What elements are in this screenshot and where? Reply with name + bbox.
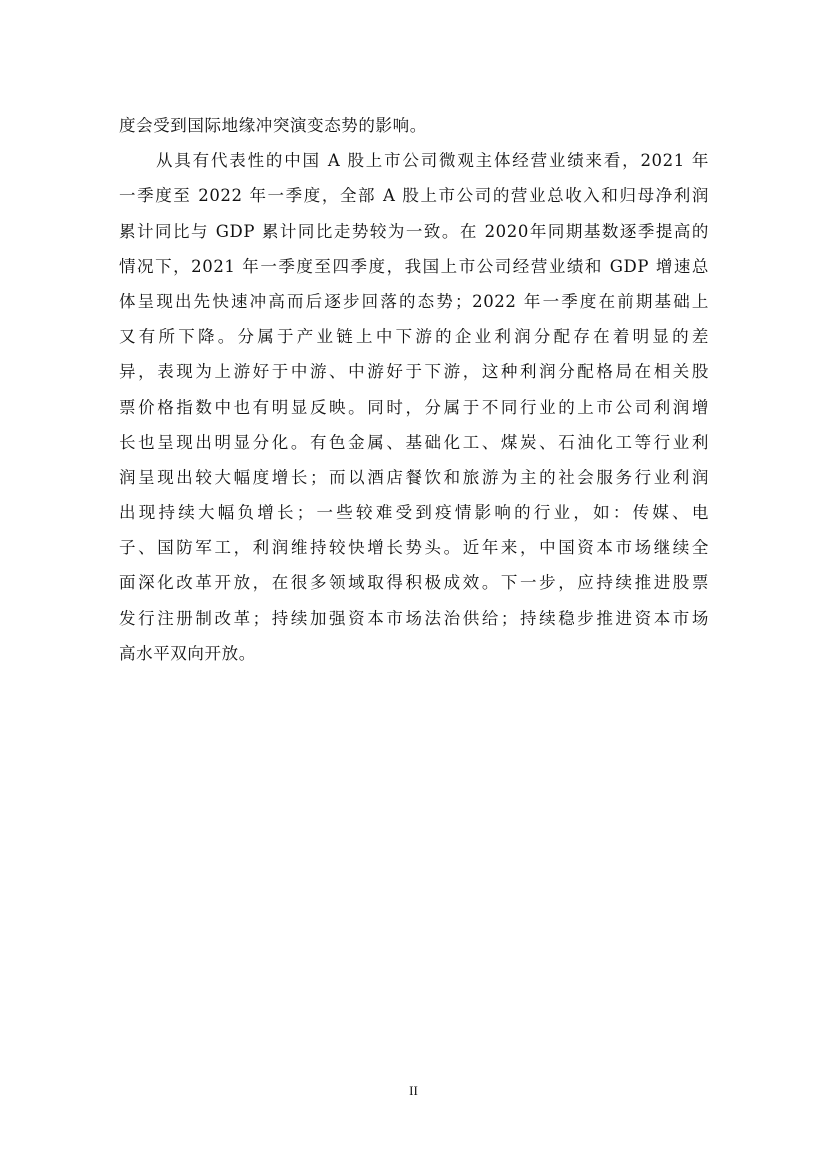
paragraph-2-line-7: 异，表现为上游好于中游、中游好于下游，这种利润分配格局在相关股 — [119, 362, 709, 382]
paragraph-2-line-10: 润呈现出较大幅度增长；而以酒店餐饮和旅游为主的社会服务行业利润 — [119, 467, 709, 487]
paragraph-2-line-9: 长也呈现出明显分化。有色金属、基础化工、煤炭、石油化工等行业利 — [119, 432, 709, 452]
paragraph-2-line-11: 出现持续大幅负增长；一些较难受到疫情影响的行业，如：传媒、电 — [119, 503, 709, 523]
paragraph-2-line-15: 高水平双向开放。 — [119, 643, 256, 663]
paragraph-2-line-2: 一季度至 2022 年一季度，全部 A 股上市公司的营业总收入和归母净利润 — [119, 186, 709, 206]
paragraph-2-line-5: 体呈现出先快速冲高而后逐步回落的态势；2022 年一季度在前期基础上 — [119, 291, 709, 311]
paragraph-2-line-4: 情况下，2021 年一季度至四季度，我国上市公司经营业绩和 GDP 增速总 — [119, 256, 709, 276]
paragraph-1-line-1: 度会受到国际地缘冲突演变态势的影响。 — [119, 116, 427, 135]
paragraph-2-line-14: 发行注册制改革；持续加强资本市场法治供给；持续稳步推进资本市场 — [119, 608, 709, 628]
body-text — [119, 108, 709, 671]
paragraph-2-line-3: 累计同比与 GDP 累计同比走势较为一致。在 2020年同期基数逐季提高的 — [119, 221, 709, 241]
page-number: II — [409, 1083, 418, 1098]
paragraph-2-line-8: 票价格指数中也有明显反映。同时，分属于不同行业的上市公司利润增 — [119, 397, 709, 417]
paragraph-2-line-1: 从具有代表性的中国 A 股上市公司微观主体经营业绩来看，2021 年 — [156, 151, 709, 171]
paragraph-2-line-13: 面深化改革开放，在很多领域取得积极成效。下一步，应持续推进股票 — [119, 573, 709, 593]
paragraph-2-line-12: 子、国防军工，利润维持较快增长势头。近年来，中国资本市场继续全 — [119, 538, 709, 558]
paragraph-2-line-6: 又有所下降。分属于产业链上中下游的企业利润分配存在着明显的差 — [119, 327, 709, 347]
